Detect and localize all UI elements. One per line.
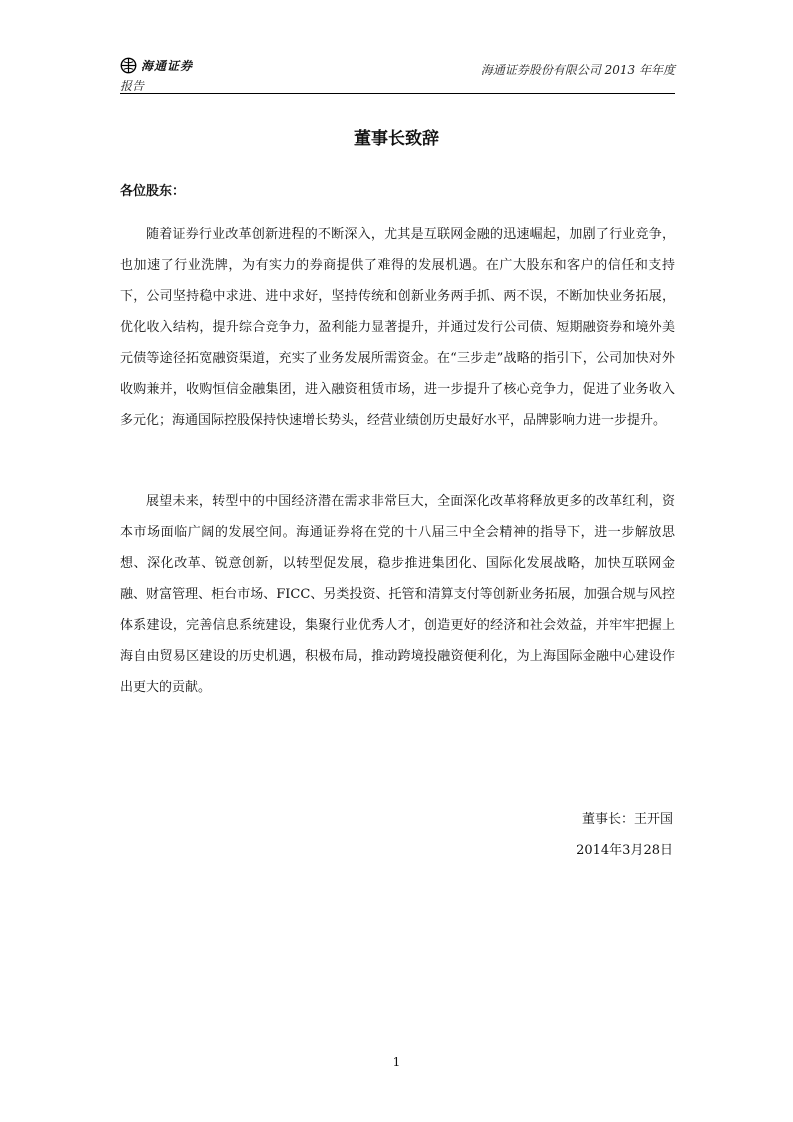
page-number: 1 — [392, 1055, 401, 1069]
logo-text: 海通证券 — [141, 59, 194, 73]
report-title-continued: 报告 — [120, 79, 145, 93]
letter-title: 董事长致辞 — [354, 129, 439, 149]
paragraph-2: 展望未来，转型中的中国经济潜在需求非常巨大，全面深化改革将释放更多的改革红利，资本市场面临广阔的发展空间。海通证券将在党的十八届三中全会精神的指导下，进一步解放思想、深化改革、锐意创新，以转型促发展，稳步推进集团化、国际化发展战略，加快互联网金融、财富管理、柜台市场、FICC、另类投资、托管和清算支付等创新业务拓展，加强合规与风控体系建设，完善信息系统建设，集聚行业优秀人才，创造更好的经济和社会效益，并牢牢把握上海自由贸易区建设的历史机遇，积极布局，推动跨境投融资便利化，为上海国际金融中心建设作出更大的贡献。 — [120, 494, 675, 695]
report-title: 海通证券股份有限公司 2013 年年度 — [480, 63, 675, 77]
paragraph-1: 随着证券行业改革创新进程的不断深入，尤其是互联网金融的迅速崛起，加剧了行业竞争，也加速了行业洗牌，为有实力的券商提供了难得的发展机遇。在广大股东和客户的信任和支持下，公司坚持稳中求进、进中求好，坚持传统和创新业务两手抓、两不误，不断加快业务拓展，优化收入结构，提升综合竞争力，盈利能力显著提升，并通过发行公司债、短期融资券和境外美元债等途径拓宽融资渠道，充实了业务发展所需资金。在“三步走”战略的指引下，公司加快对外收购兼并，收购恒信金融集团，进入融资租赁市场，进一步提升了核心竞争力，促进了业务收入多元化；海通国际控股保持快速增长势头，经营业绩创历史最好水平，品牌影响力进一步提升。 — [120, 227, 675, 428]
signature-date: 2014年3月28日 — [576, 843, 673, 858]
company-logo — [120, 57, 193, 74]
signature: 董事长：王开国 — [581, 812, 673, 827]
page-header — [120, 55, 675, 95]
salutation: 各位股东： — [120, 184, 186, 199]
header-divider — [120, 93, 675, 94]
logo-emblem-icon — [120, 57, 137, 74]
